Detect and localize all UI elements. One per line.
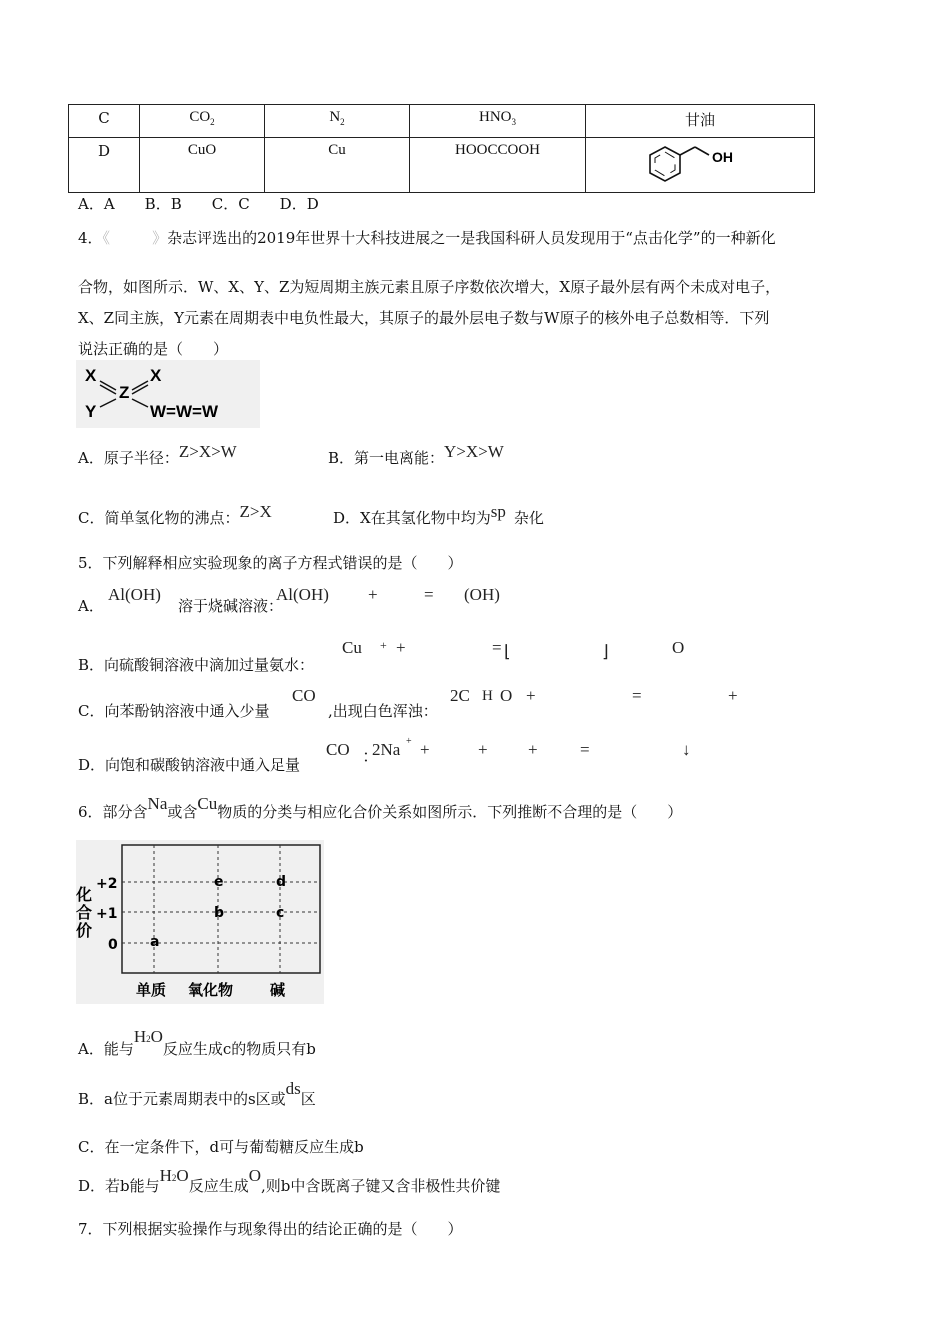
table-cell: Cu (265, 138, 410, 193)
q5-option-a: A． Al(OH) 溶于烧碱溶液： Al(OH) + = (OH) (78, 585, 500, 615)
table-cell: CuO (140, 138, 265, 193)
table-cell: $CO_2$ (140, 105, 265, 138)
q4-structure-figure (76, 360, 260, 428)
table-cell: 甘油 (586, 105, 815, 138)
x-label: 单质 (136, 981, 167, 999)
q5-option-c: C．向苯酚钠溶液中通入少量 CO ,出现白色浑浊： 2C H O + = + (78, 686, 738, 720)
q6-chart (76, 840, 324, 1004)
table-cell: $N_2$ (265, 105, 410, 138)
answer-table (68, 104, 815, 193)
table-cell: $HNO_3$ (410, 105, 586, 138)
y-tick: +1 (96, 906, 118, 922)
x-label: 氧化物 (188, 981, 234, 999)
y-title-2: 合 (76, 903, 93, 922)
q4-option-b: B．第一电离能：Y>X>W (328, 442, 504, 467)
point-label: b (214, 905, 225, 921)
svg-text:W=W=W: W=W=W (150, 402, 218, 421)
table-cell: C (69, 105, 140, 138)
q4-option-c: C．简单氢化物的沸点：Z>X (78, 502, 272, 527)
table-cell: HOOCCOOH (410, 138, 586, 193)
q5-option-b: B．向硫酸铜溶液中滴加过量氨水： Cu + + = ⌊ ⌋ O (78, 638, 685, 674)
q3-options: A．A B．B C．C D．D (78, 195, 319, 213)
svg-text:X: X (150, 366, 162, 385)
svg-text:OH: OH (712, 149, 733, 165)
x-label: 碱 (270, 981, 286, 999)
q6-stem: 6．部分含Na或含Cu物质的分类与相应化合价关系如图所示．下列推断不合理的是（ ） (78, 794, 683, 821)
q5-option-d: D．向饱和碳酸钠溶液中通入足量 CO ： 2Na + + + + = ↓ (78, 736, 691, 774)
y-tick: +2 (96, 876, 118, 892)
q4-line2: 合物，如图所示．W、X、Y、Z为短周期主族元素且原子序数依次增大，X原子最外层有两个未成对电子， (78, 278, 781, 296)
point-label: a (150, 934, 160, 950)
point-label: e (214, 874, 224, 890)
point-label: d (276, 874, 287, 890)
table-row (69, 138, 815, 193)
svg-text:X: X (85, 366, 97, 385)
svg-text:Z: Z (119, 383, 130, 402)
q5-stem: 5．下列解释相应实验现象的离子方程式错误的是（ ） (78, 554, 463, 572)
q6-option-a: A．能与H2O反应生成c的物质只有b (78, 1027, 316, 1058)
y-title-1: 化 (76, 885, 93, 904)
y-tick: 0 (108, 937, 118, 953)
q6-option-d: D．若b能与H2O反应生成O,则b中含既离子键又含非极性共价键 (78, 1166, 501, 1195)
q4-option-a: A．原子半径：Z>X>W (78, 442, 237, 467)
q4-line1: 4．《 》杂志评选出的2019年世界十大科技进展之一是我国科研人员发现用于“点击化学”的一种新化 (78, 229, 776, 247)
q4-line3: X、Z同主族，Y元素在周期表中电负性最大，其原子的最外层电子数与W原子的核外电子总数相等．下列 (78, 309, 770, 327)
point-label: c (276, 905, 285, 921)
q6-option-c: C．在一定条件下，d可与葡萄糖反应生成b (78, 1138, 364, 1156)
table-row (69, 105, 815, 138)
q4-option-d: D．X在其氢化物中均为sp 杂化 (333, 502, 544, 527)
q7-stem: 7．下列根据实验操作与现象得出的结论正确的是（ ） (78, 1220, 463, 1238)
svg-text:Y: Y (85, 402, 97, 421)
benzyl-alcohol-structure (645, 142, 755, 188)
table-cell (586, 138, 815, 193)
table-cell: D (69, 138, 140, 193)
q6-option-b: B．a位于元素周期表中的s区或ds区 (78, 1079, 316, 1108)
y-title-3: 价 (76, 921, 93, 940)
q4-line4: 说法正确的是（ ） (78, 340, 229, 358)
